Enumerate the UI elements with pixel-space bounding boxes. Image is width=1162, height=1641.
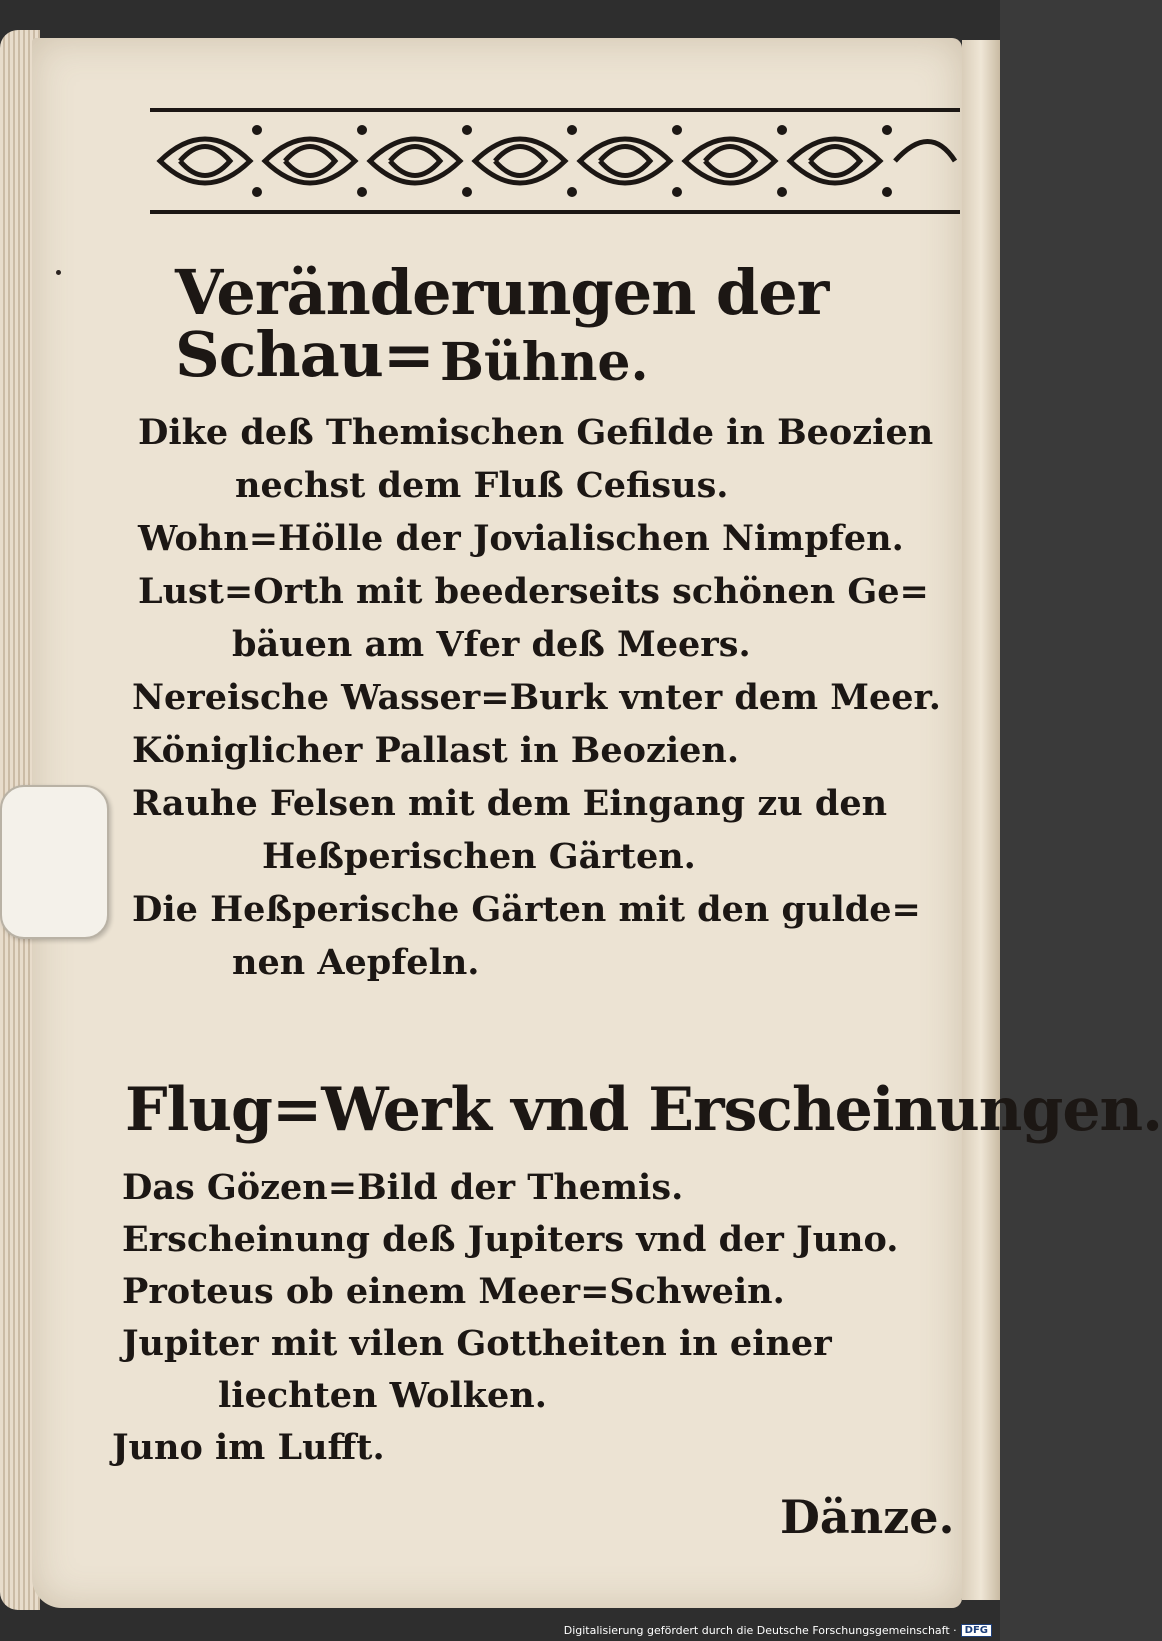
scene-line: nechst dem Fluß Cefisus. xyxy=(235,465,729,506)
scene-line: Die Heßperische Gärten mit den gulde= xyxy=(132,889,921,930)
apparition-line: Das Gözen=Bild der Themis. xyxy=(122,1167,684,1208)
catchword: Dänze. xyxy=(780,1490,955,1544)
section-heading-flight-apparitions: Flug=Werk vnd Erscheinungen. xyxy=(125,1075,1162,1145)
scene-line: Dike deß Themischen Gefilde in Beozien xyxy=(138,412,934,453)
scene-line: Nereische Wasser=Burk vnter dem Meer. xyxy=(132,677,941,718)
facing-page-edge xyxy=(962,40,1000,1600)
scene-line: nen Aepfeln. xyxy=(232,942,480,983)
section-heading-stage-changes: Veränderungen der Schau= xyxy=(175,256,829,391)
apparition-line: Jupiter mit vilen Gottheiten in einer xyxy=(122,1323,832,1364)
apparition-line: Proteus ob einem Meer=Schwein. xyxy=(122,1271,785,1312)
section-heading-stage-changes-cont: Bühne. xyxy=(440,332,649,393)
scene-line: Wohn=Hölle der Jovialischen Nimpfen. xyxy=(138,518,904,559)
dfg-logo: DFG xyxy=(961,1624,992,1637)
credit-text: Digitalisierung gefördert durch die Deutsche Forschungsgemeinschaft · xyxy=(563,1624,957,1637)
scene-line: Königlicher Pallast in Beozien. xyxy=(132,730,740,771)
scene-line: bäuen am Vfer deß Meers. xyxy=(232,624,751,665)
scene-line: Lust=Orth mit beederseits schönen Ge= xyxy=(138,571,929,612)
scene-line: Rauhe Felsen mit dem Eingang zu den xyxy=(132,783,888,824)
apparition-line: liechten Wolken. xyxy=(218,1375,547,1416)
digitization-credit xyxy=(564,1624,992,1637)
scene-line: Heßperischen Gärten. xyxy=(262,836,696,877)
ink-speck xyxy=(56,270,61,275)
page-clip xyxy=(0,785,109,939)
apparition-line: Juno im Lufft. xyxy=(112,1427,385,1468)
apparition-line: Erscheinung deß Jupiters vnd der Juno. xyxy=(122,1219,899,1260)
woodcut-ornament-band xyxy=(150,108,960,214)
